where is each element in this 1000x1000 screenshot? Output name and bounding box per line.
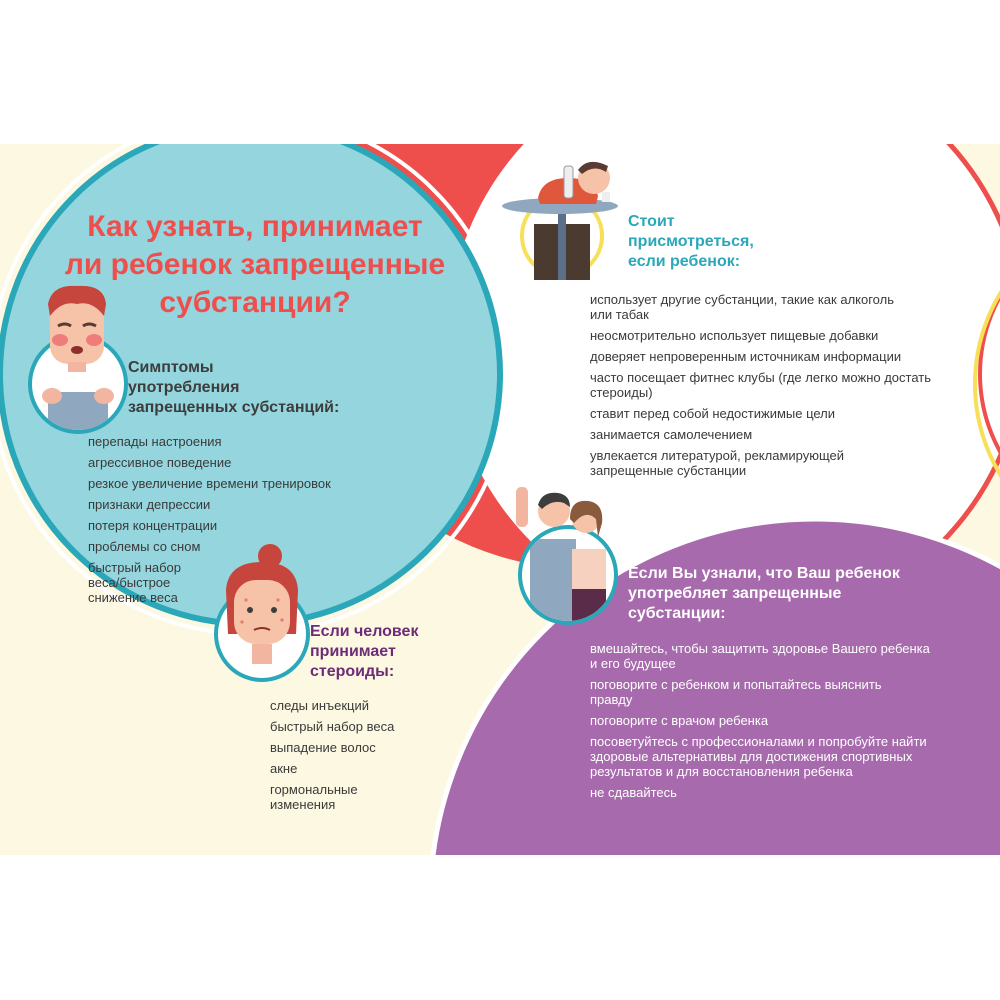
list-item: быстрый набор веса/быстрое снижение веса [88,560,182,605]
list-item: увлекается литературой, рекламирующей запрещенные субстанции [590,448,845,478]
list-item: агрессивное поведение [88,455,232,470]
action-list [590,641,960,806]
list-item: следы инъекций [270,698,370,713]
list-item: ставит перед собой недостижимые цели [590,406,836,421]
sick-girl-illustration [212,544,312,684]
list-item: использует другие субстанции, такие как алкоголь или табак [590,292,894,322]
steroids-list [270,698,430,818]
symptoms-heading: Симптомы употребления запрещенных субстанций: [128,359,340,416]
watch-heading: Стоит присмотреться, если ребенок: [628,213,754,270]
worried-parents-illustration [512,479,632,629]
action-heading: Если Вы узнали, что Ваш ребенок употребляет запрещенные субстанции: [628,565,900,622]
list-item: быстрый набор веса [270,719,395,734]
list-item: проблемы со сном [88,539,201,554]
list-item: поговорите с ребенком и попытайтесь выяснить правду [590,677,882,707]
list-item: неосмотрительно использует пищевые добавки [590,328,879,343]
list-item: резкое увеличение времени тренировок [88,476,331,491]
steroids-heading: Если человек принимает стероиды: [310,623,419,680]
list-item: доверяет непроверенным источникам информации [590,349,902,364]
watch-list [590,292,950,484]
list-item: признаки депрессии [88,497,211,512]
list-item: занимается самолечением [590,427,753,442]
poster [0,144,1000,855]
title-line-1: Как узнать, принимает [87,210,423,243]
list-item: поговорите с врачом ребенка [590,713,769,728]
list-item: часто посещает фитнес клубы (где легко можно достать стероиды) [590,370,932,400]
page-title [40,208,470,322]
list-item: перепады настроения [88,434,222,449]
list-item: гормональные изменения [270,782,358,812]
sleeping-drinker-illustration [498,152,628,282]
list-item: посоветуйтесь с профессионалами и попробуйте найти здоровые альтернативы для достижения спортивных результатов и для восстановления ребенка [590,734,927,779]
title-line-3: субстанции? [159,286,351,319]
list-item: акне [270,761,298,776]
title-line-2: ли ребенок запрещенные [64,248,446,281]
list-item: потеря концентрации [88,518,218,533]
list-item: не сдавайтесь [590,785,677,800]
list-item: вмешайтесь, чтобы защитить здоровье Вашего ребенка и его будущее [590,641,930,671]
list-item: выпадение волос [270,740,376,755]
